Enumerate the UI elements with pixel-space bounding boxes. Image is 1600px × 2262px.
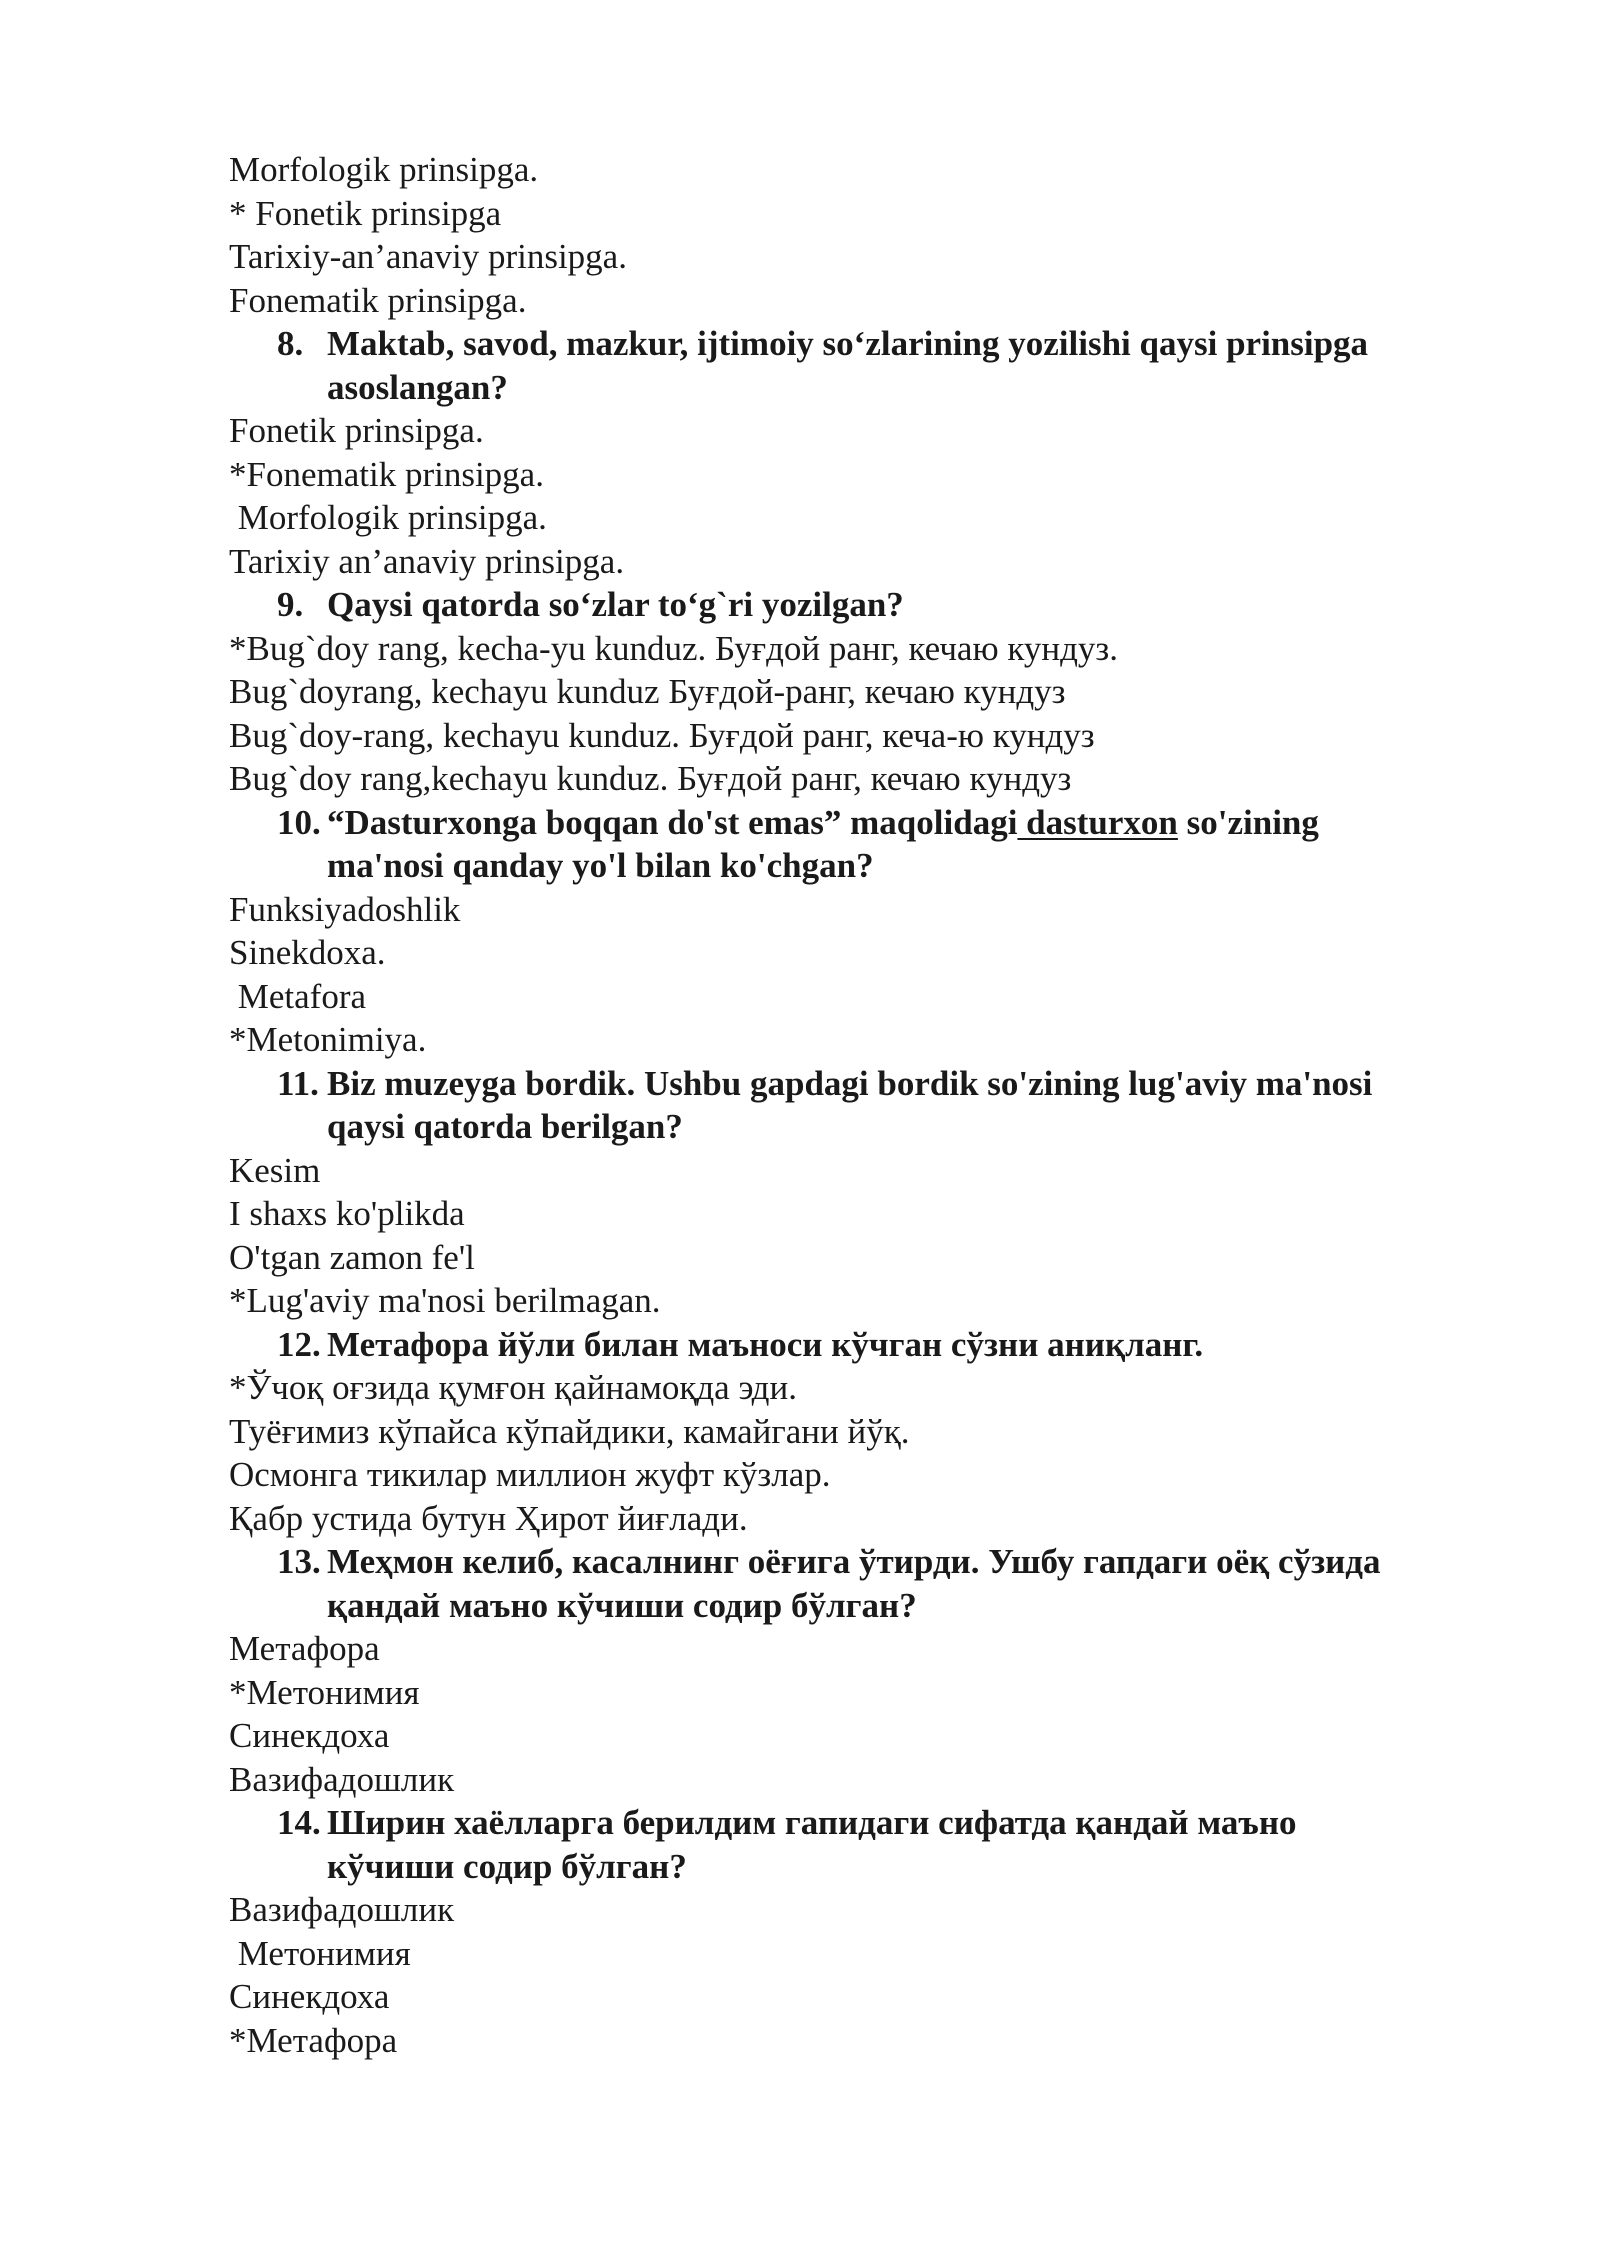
answer-option: Sinekdoxa. xyxy=(229,933,386,972)
answer-option: Қабр устида бутун Ҳирот йиғлади. xyxy=(229,1498,748,1538)
answer-option-correct: *Bug`doy rang, kecha-yu kunduz. Буғдой ранг, кечаю кундуз. xyxy=(229,628,1118,668)
answer-option: Metafora xyxy=(229,976,367,1016)
answer-option: O'tgan zamon fe'l xyxy=(229,1237,475,1277)
question-text: Biz muzeyga bordik. Ushbu gapdagi bordik so'zining lug'aviy ma'nosi xyxy=(327,1063,1373,1103)
question-text-continued: қандай маъно кўчиши содир бўлган? xyxy=(327,1585,917,1625)
question-number: 13. xyxy=(277,1542,321,1581)
underlined-word: dasturxon xyxy=(1017,802,1178,842)
answer-option: Метонимия xyxy=(229,1933,411,1973)
question-10 xyxy=(229,801,1477,888)
answer-option: Синекдоха xyxy=(229,1716,390,1755)
answer-option-correct: *Ўчоқ оғзида қумғон қайнамоқда эди. xyxy=(229,1368,797,1407)
answer-option: Kesim xyxy=(229,1150,321,1190)
question-text: Метафора йўли билан маъноси кўчган сўзни аниқланг. xyxy=(327,1324,1204,1364)
question-text-continued: asoslangan? xyxy=(327,367,508,407)
question-text: Ширин хаёлларга берилдим гапидаги сифатда қандай маъно xyxy=(327,1803,1297,1842)
question-8 xyxy=(229,322,1477,409)
answer-option: Bug`doy-rang, kechayu kunduz. Буғдой ранг, кеча-ю кундуз xyxy=(229,715,1095,755)
answer-option: Синекдоха xyxy=(229,1977,390,2016)
answer-option: Fonematik prinsipga. xyxy=(229,280,527,320)
answer-option: Вазифадошлик xyxy=(229,1890,455,1929)
question-number: 12. xyxy=(277,1324,321,1364)
question-text-continued: ma'nosi qanday yo'l bilan ko'chgan? xyxy=(327,846,874,885)
answer-option: Bug`doyrang, kechayu kunduz Буғдой-ранг, кечаю кундуз xyxy=(229,672,1066,711)
question-text-part: so'zining xyxy=(1177,802,1319,842)
answer-option: Morfologik prinsipga. xyxy=(229,150,539,189)
answer-option-correct: *Metonimiya. xyxy=(229,1020,427,1059)
question-11 xyxy=(229,1062,1477,1149)
answer-option: Fonetik prinsipga. xyxy=(229,411,484,450)
question-text: Qaysi qatorda so‘zlar to‘g`ri yozilgan? xyxy=(327,585,904,624)
answer-option-correct: *Метонимия xyxy=(229,1672,420,1712)
question-9 xyxy=(229,583,1477,627)
answer-option: Осмонга тикилар миллион жуфт кўзлар. xyxy=(229,1455,831,1494)
question-number: 10. xyxy=(277,802,321,842)
document-body xyxy=(229,148,1529,2062)
question-12 xyxy=(229,1323,1477,1367)
answer-option: Tarixiy-an’anaviy prinsipga. xyxy=(229,237,627,276)
answer-option: Вазифадошлик xyxy=(229,1759,455,1799)
question-14 xyxy=(229,1801,1477,1888)
answer-option: Funksiyadoshlik xyxy=(229,889,461,929)
answer-option: I shaxs ko'plikda xyxy=(229,1194,465,1233)
question-text xyxy=(327,801,1477,845)
answer-option: Morfologik prinsipga. xyxy=(229,498,547,537)
answer-option-correct: *Fonematik prinsipga. xyxy=(229,454,544,494)
question-number: 11. xyxy=(277,1063,319,1103)
answer-option: Tarixiy an’anaviy prinsipga. xyxy=(229,541,625,581)
question-text: Maktab, savod, mazkur, ijtimoiy so‘zlarining yozilishi qaysi prinsipga xyxy=(327,324,1369,363)
question-number: 9. xyxy=(277,585,304,624)
question-text: Меҳмон келиб, касалнинг оёғига ўтирди. Ушбу гапдаги оёқ сўзида xyxy=(327,1542,1381,1581)
question-text-part: “Dasturxonga boqqan do'st emas” maqolidagi xyxy=(327,802,1018,842)
question-text-continued: кўчиши содир бўлган? xyxy=(327,1846,687,1886)
question-13 xyxy=(229,1540,1477,1627)
answer-option: Туёғимиз кўпайса кўпайдики, камайгани йўқ. xyxy=(229,1411,910,1451)
answer-option: Метафора xyxy=(229,1629,380,1668)
answer-option-correct: * Fonetik prinsipga xyxy=(229,193,502,233)
answer-option: Bug`doy rang,kechayu kunduz. Буғдой ранг, кечаю кундуз xyxy=(229,759,1072,798)
question-text-continued: qaysi qatorda berilgan? xyxy=(327,1107,683,1146)
question-number: 14. xyxy=(277,1803,321,1842)
answer-option-correct: *Lug'aviy ma'nosi berilmagan. xyxy=(229,1281,661,1320)
question-number: 8. xyxy=(277,324,304,363)
answer-option-correct: *Метафора xyxy=(229,2020,398,2060)
